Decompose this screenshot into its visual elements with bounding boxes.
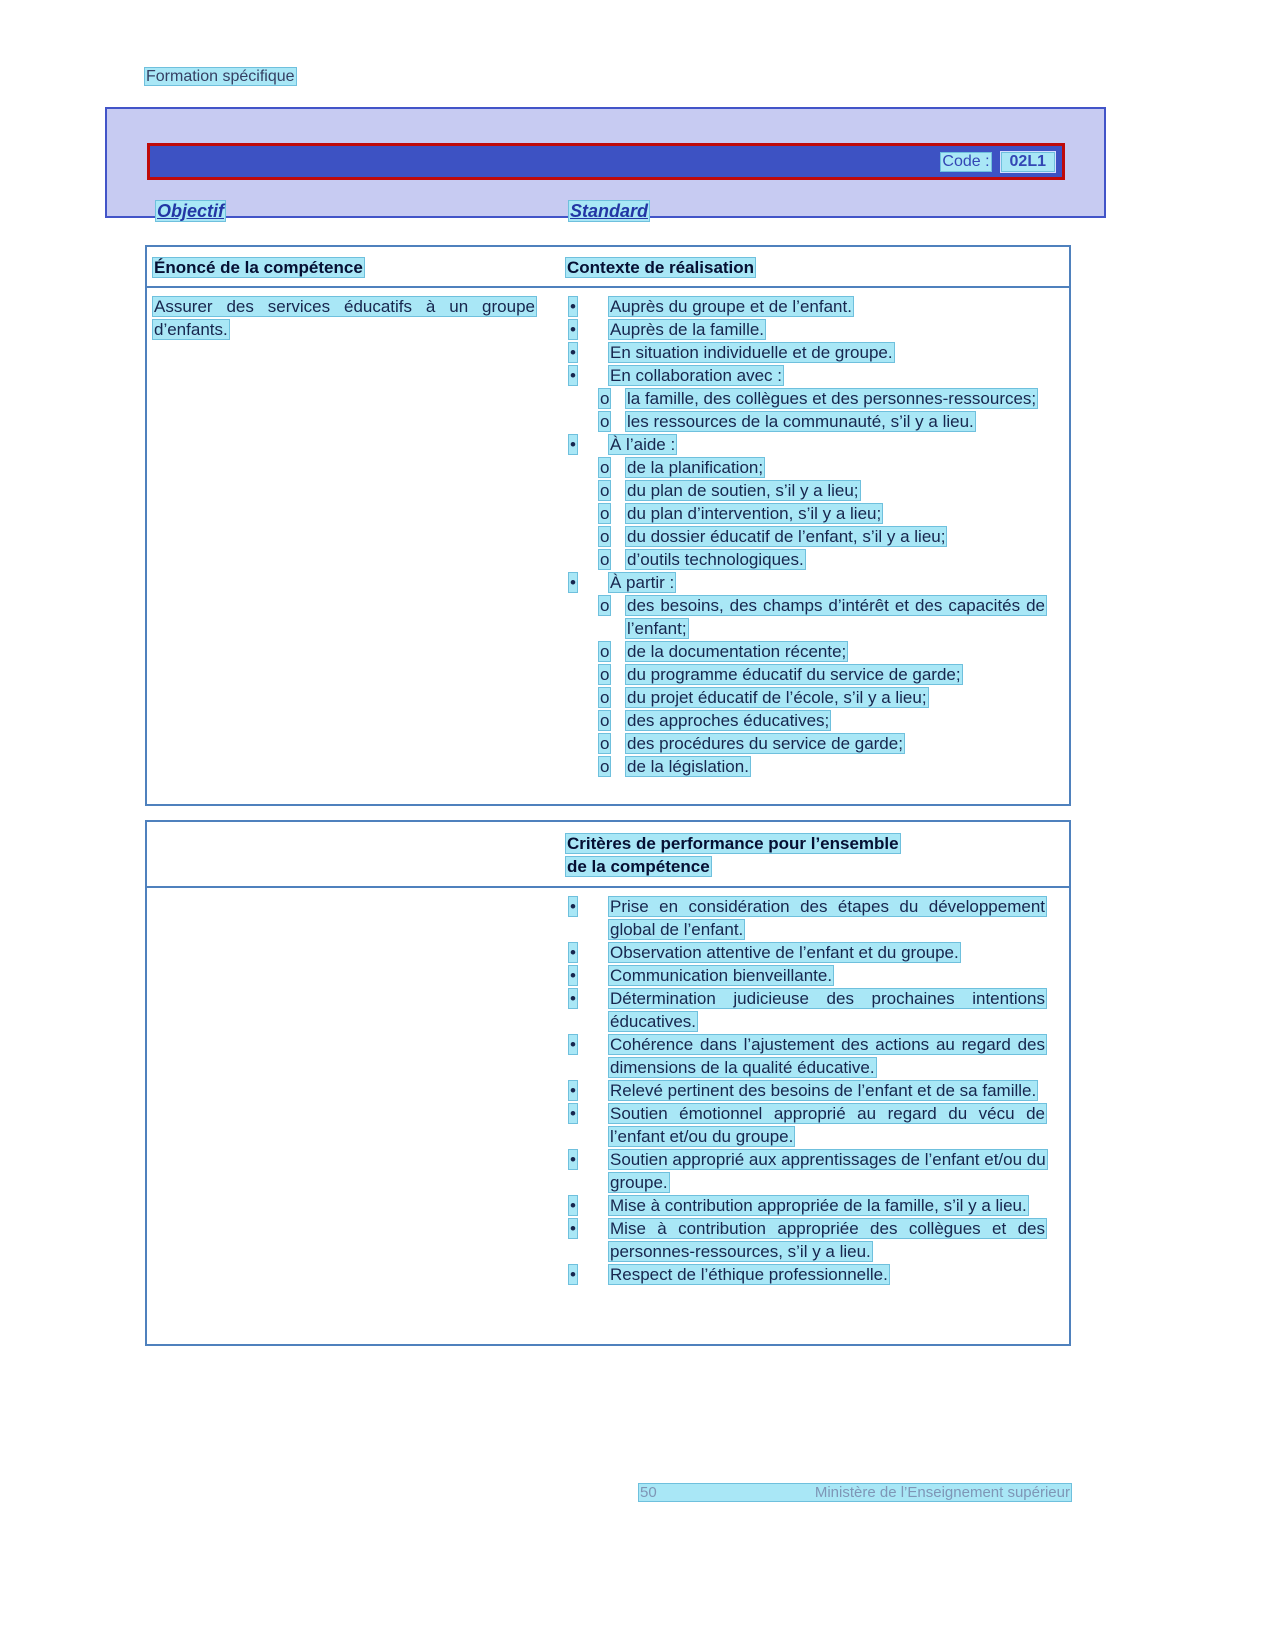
circle-bullet-icon: o — [600, 550, 610, 569]
bullet-icon: • — [570, 966, 576, 985]
circle-bullet-icon: o — [600, 711, 610, 730]
ministry-name: Ministère de l’Enseignement supérieur — [814, 1484, 1070, 1501]
competence-statement: Assurer des services éducatifs à un groupe d’enfants. — [154, 297, 535, 339]
criteria-table — [145, 820, 1071, 1346]
context-subitem: o de la législation. — [595, 755, 1047, 778]
context-subitem: o du projet éducatif de l’école, s’il y a lieu; — [595, 686, 1047, 709]
criteria-item: • Détermination judicieuse des prochaines intentions éducatives. — [565, 987, 1047, 1033]
context-subitem: o des approches éducatives; — [595, 709, 1047, 732]
competence-table-body — [147, 288, 1069, 778]
page-number: 50 — [640, 1484, 657, 1501]
context-item: • À l’aide : — [565, 433, 1047, 456]
criteria-item: • Mise à contribution appropriée de la famille, s’il y a lieu. — [565, 1194, 1047, 1217]
criteria-header-cell — [565, 832, 1069, 886]
empty-body-cell — [147, 895, 565, 1286]
section-label-text: Formation spécifique — [146, 68, 295, 85]
bullet-icon: • — [570, 435, 576, 454]
title-banner — [105, 107, 1106, 221]
bullet-icon: • — [570, 1150, 576, 1169]
criteria-item: • Prise en considération des étapes du développement global de l’enfant. — [565, 895, 1047, 941]
criteria-header-line2: de la compétence — [567, 857, 710, 876]
context-subitem: o du programme éducatif du service de garde; — [595, 663, 1047, 686]
bullet-icon: • — [570, 343, 576, 362]
context-subitem: o de la documentation récente; — [595, 640, 1047, 663]
circle-bullet-icon: o — [600, 688, 610, 707]
bullet-icon: • — [570, 297, 576, 316]
circle-bullet-icon: o — [600, 527, 610, 546]
circle-bullet-icon: o — [600, 412, 610, 431]
bullet-icon: • — [570, 573, 576, 592]
criteria-table-body — [147, 888, 1069, 1286]
context-subitem: o des procédures du service de garde; — [595, 732, 1047, 755]
context-subitem: o du plan d’intervention, s’il y a lieu; — [595, 502, 1047, 525]
bullet-icon: • — [570, 1219, 576, 1238]
criteria-header-line1: Critères de performance pour l’ensemble — [567, 834, 899, 853]
context-subitem: o du dossier éducatif de l’enfant, s’il y a lieu; — [595, 525, 1047, 548]
circle-bullet-icon: o — [600, 458, 610, 477]
bullet-icon: • — [570, 320, 576, 339]
context-item: • En collaboration avec : — [565, 364, 1047, 387]
context-item: • Auprès de la famille. — [565, 318, 1047, 341]
competence-table-header — [147, 247, 1069, 288]
section-label — [144, 68, 297, 86]
criteria-item: • Soutien approprié aux apprentissages de l’enfant et/ou du groupe. — [565, 1148, 1047, 1194]
criteria-item: • Communication bienveillante. — [565, 964, 1047, 987]
circle-bullet-icon: o — [600, 665, 610, 684]
circle-bullet-icon: o — [600, 757, 610, 776]
criteria-item: • Observation attentive de l’enfant et du groupe. — [565, 941, 1047, 964]
bullet-icon: • — [570, 989, 576, 1008]
bullet-icon: • — [570, 1196, 576, 1215]
code-bar — [147, 143, 1065, 180]
context-subitem: o des besoins, des champs d’intérêt et des capacités de l’enfant; — [595, 594, 1047, 640]
right-header-cell — [565, 256, 1069, 286]
circle-bullet-icon: o — [600, 596, 610, 615]
context-item: • À partir : — [565, 571, 1047, 594]
criteria-item: • Soutien émotionnel approprié au regard du vécu de l’enfant et/ou du groupe. — [565, 1102, 1047, 1148]
competence-table — [145, 245, 1071, 806]
left-header-cell — [147, 256, 565, 286]
criteria-item: • Cohérence dans l’ajustement des actions au regard des dimensions de la qualité éducative. — [565, 1033, 1047, 1079]
circle-bullet-icon: o — [600, 481, 610, 500]
context-subitem: o les ressources de la communauté, s’il y a lieu. — [595, 410, 1047, 433]
context-subitem: o de la planification; — [595, 456, 1047, 479]
criteria-list — [565, 895, 1069, 1286]
criteria-item: • Mise à contribution appropriée des collègues et des personnes-ressources, s’il y a lieu. — [565, 1217, 1047, 1263]
context-list — [565, 295, 1069, 778]
code-label: Code : — [942, 152, 990, 170]
circle-bullet-icon: o — [600, 504, 610, 523]
criteria-item: • Respect de l’éthique professionnelle. — [565, 1263, 1047, 1286]
context-subitem: o d’outils technologiques. — [595, 548, 1047, 571]
circle-bullet-icon: o — [600, 642, 610, 661]
left-column-header: Énoncé de la compétence — [154, 258, 363, 277]
context-subitem: o du plan de soutien, s’il y a lieu; — [595, 479, 1047, 502]
footer-bar — [638, 1483, 1072, 1502]
circle-bullet-icon: o — [600, 389, 610, 408]
bullet-icon: • — [570, 897, 576, 916]
competence-statement-cell — [147, 295, 565, 778]
context-subitem: o la famille, des collègues et des personnes-ressources; — [595, 387, 1047, 410]
bullet-icon: • — [570, 1104, 576, 1123]
code-value: 02L1 — [1000, 151, 1056, 173]
bullet-icon: • — [570, 943, 576, 962]
criteria-table-header — [147, 822, 1069, 888]
bullet-icon: • — [570, 1081, 576, 1100]
context-item: • En situation individuelle et de groupe. — [565, 341, 1047, 364]
bullet-icon: • — [570, 1265, 576, 1284]
context-item: • Auprès du groupe et de l’enfant. — [565, 295, 1047, 318]
circle-bullet-icon: o — [600, 734, 610, 753]
standard-label: Standard — [570, 201, 649, 221]
bullet-icon: • — [570, 366, 576, 385]
bullet-icon: • — [570, 1035, 576, 1054]
objectif-label: Objectif — [157, 201, 225, 221]
right-column-header: Contexte de réalisation — [567, 258, 755, 277]
criteria-item: • Relevé pertinent des besoins de l’enfant et de sa famille. — [565, 1079, 1047, 1102]
empty-header-cell — [147, 832, 565, 886]
page-footer — [638, 1483, 1072, 1502]
